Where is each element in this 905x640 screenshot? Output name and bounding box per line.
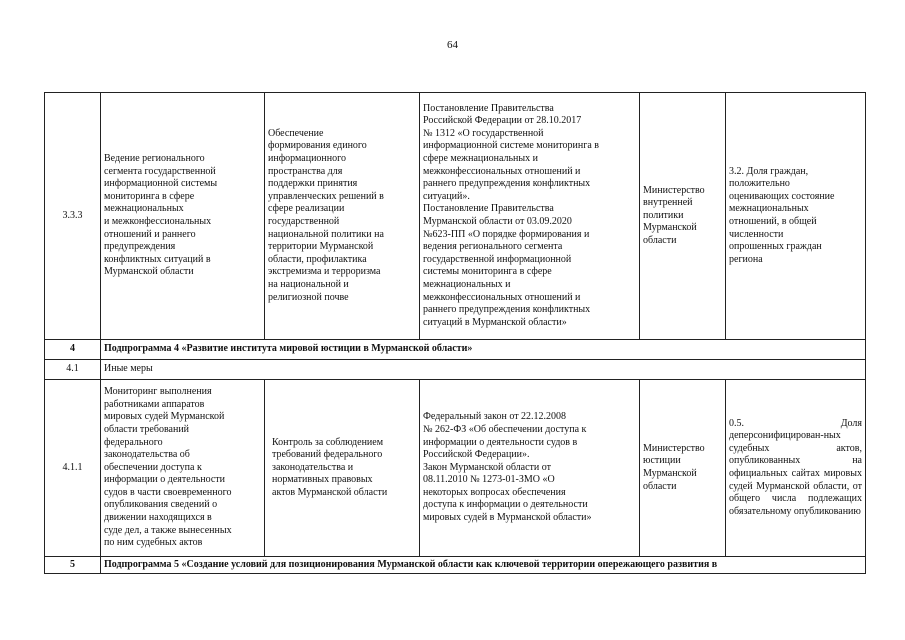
- text-line: и межконфессиональных: [104, 216, 212, 227]
- indicator-cell: [726, 93, 866, 340]
- text-line: Федеральный закон от 22.12.2008: [423, 411, 567, 423]
- text-line: межнациональных и: [423, 278, 511, 290]
- text-line: экстремизма и терроризма: [268, 266, 381, 278]
- text-line: Ведение регионального: [104, 153, 205, 165]
- table-row: [45, 93, 866, 340]
- text-line: некоторых вопросах обеспечения: [423, 486, 566, 498]
- text-line: региона: [729, 253, 763, 265]
- text-line: требований федерального: [272, 449, 383, 461]
- text-line: обеспечении доступа к: [104, 461, 202, 473]
- text-line: Закон Мурманской области от: [423, 461, 551, 473]
- text-line: формирования единого: [268, 140, 367, 152]
- text-line: Российской Федерации от 28.10.2017: [423, 115, 582, 127]
- text-line: территории Мурманской: [268, 241, 374, 253]
- text-line: №623-ПП «О порядке формирования и: [423, 228, 590, 240]
- row-number: 3.3.3: [45, 93, 101, 340]
- text-line: положительно: [729, 178, 790, 190]
- expected-result-cell: [265, 380, 420, 557]
- text-line: межконфессиональных отношений и: [423, 165, 581, 177]
- text-line: межконфессиональных отношений и: [423, 291, 581, 303]
- text-line: движении находящихся в: [104, 512, 212, 524]
- text-line: раннего предупреждения конфликтных: [423, 304, 591, 316]
- responsible-executor-cell: [640, 93, 726, 340]
- text-line: работниками аппаратов: [104, 398, 205, 410]
- text-line: информации о деятельности судов в: [423, 436, 578, 448]
- expected-result-cell: [265, 93, 420, 340]
- text-line: Российской Федерации».: [423, 449, 530, 461]
- text-line: на национальной и: [268, 278, 349, 290]
- text-line: области: [643, 480, 677, 492]
- text-line: межнациональных: [104, 203, 184, 215]
- text-line: национальной политики на: [268, 228, 384, 240]
- row-number: 5: [45, 557, 101, 574]
- text-line: управленческих решений в: [268, 190, 384, 202]
- text-line: по ним судебных актов: [104, 537, 203, 549]
- text-line: законодательства и: [272, 461, 354, 473]
- text-line: межнациональных: [729, 203, 809, 215]
- text-line: сфере межнациональных и: [423, 153, 538, 165]
- program-table: [44, 92, 866, 574]
- text-line: 08.11.2010 № 1273-01-ЗМО «О: [423, 474, 555, 486]
- text-line: сфере реализации: [268, 203, 345, 215]
- text-line: государственной: [268, 216, 340, 227]
- text-line: юстиции: [643, 455, 681, 467]
- text-line: Мурманской: [643, 222, 697, 234]
- section-title: Иные меры: [101, 360, 866, 380]
- text-line: государственной информационной: [423, 253, 572, 265]
- legal-basis-cell: [420, 380, 640, 557]
- text-line: политики: [643, 209, 684, 221]
- text-line: Министерство: [643, 184, 705, 196]
- text-line: Мониторинг выполнения: [104, 386, 212, 398]
- text-line: численности: [729, 228, 784, 240]
- table-row: [45, 340, 866, 360]
- responsible-executor-cell: [640, 380, 726, 557]
- text-line: доступа к информации о деятельности: [423, 499, 588, 511]
- text-line: Контроль за соблюдением: [272, 436, 384, 448]
- text-line: мониторинга в сфере: [104, 190, 195, 202]
- text-line: № 1312 «О государственной: [423, 127, 544, 139]
- page-number: 64: [447, 39, 458, 51]
- text-line: Обеспечение: [268, 127, 324, 139]
- text-line: отношений, в общей: [729, 216, 817, 227]
- text-line: поддержки принятия: [268, 178, 358, 190]
- text-line: оценивающих состояние: [729, 190, 835, 202]
- text-line: Мурманской области: [104, 266, 194, 278]
- text-line: религиозной почве: [268, 291, 349, 303]
- legal-basis-cell: [420, 93, 640, 340]
- text-line: опрошенных граждан: [729, 241, 822, 253]
- text-line: отношений и раннего: [104, 228, 196, 240]
- table-row: [45, 557, 866, 574]
- indicator-cell: 0.5. Доля деперсонифицирован-ных судебных актов, опубликованных на официальных сайтах мировых судей Мурманской области, от общего числа подлежащих обязательному опубликованию: [726, 380, 866, 557]
- text-line: Постановление Правительства: [423, 102, 554, 114]
- subprogram-title: Подпрограмма 4 «Развитие института мировой юстиции в Мурманской области»: [101, 340, 866, 360]
- table-row: [45, 380, 866, 557]
- text-line: области требований: [104, 423, 190, 435]
- text-line: ведения регионального сегмента: [423, 241, 563, 253]
- text-line: ситуаций».: [423, 190, 470, 202]
- text-line: внутренней: [643, 197, 693, 209]
- text-line: ситуаций в Мурманской области»: [423, 316, 567, 328]
- text-line: сегмента государственной: [104, 165, 216, 177]
- text-line: информации о деятельности: [104, 474, 226, 486]
- text-line: судов в части своевременного: [104, 486, 232, 498]
- text-line: актов Мурманской области: [272, 486, 388, 498]
- text-line: области, профилактика: [268, 253, 367, 265]
- activity-name-cell: [101, 380, 265, 557]
- text-line: Мурманской: [643, 468, 697, 479]
- row-number: 4: [45, 340, 101, 360]
- text-line: информационной системы: [104, 178, 218, 190]
- text-line: конфликтных ситуаций в: [104, 253, 211, 265]
- text-line: системы мониторинга в сфере: [423, 266, 552, 278]
- text-line: федерального: [104, 436, 163, 448]
- text-line: опубликования сведений о: [104, 499, 218, 511]
- row-number: 4.1: [45, 360, 101, 380]
- text-line: Мурманской области от 03.09.2020: [423, 216, 572, 227]
- text-line: нормативных правовых: [272, 474, 373, 486]
- text-line: законодательства об: [104, 449, 190, 461]
- text-line: мировых судей в Мурманской области»: [423, 512, 592, 524]
- subprogram-title: Подпрограмма 5 «Создание условий для позиционирования Мурманской области как ключевой территории опережающего развития в: [101, 557, 866, 574]
- text-line: информационного: [268, 153, 346, 165]
- text-line: суде дел, а также вынесенных: [104, 524, 232, 536]
- text-line: раннего предупреждения конфликтных: [423, 178, 591, 190]
- text-line: мировых судей Мурманской: [104, 411, 225, 423]
- text-line: Постановление Правительства: [423, 203, 554, 215]
- row-number: 4.1.1: [45, 380, 101, 557]
- table-row: [45, 360, 866, 380]
- text-line: 3.2. Доля граждан,: [729, 165, 809, 177]
- text-line: предупреждения: [104, 241, 176, 253]
- text-line: Министерство: [643, 442, 705, 454]
- activity-name-cell: [101, 93, 265, 340]
- text-line: информационной системе мониторинга в: [423, 140, 600, 152]
- text-line: пространства для: [268, 165, 343, 177]
- text-line: области: [643, 234, 677, 246]
- text-line: № 262-ФЗ «Об обеспечении доступа к: [423, 423, 587, 435]
